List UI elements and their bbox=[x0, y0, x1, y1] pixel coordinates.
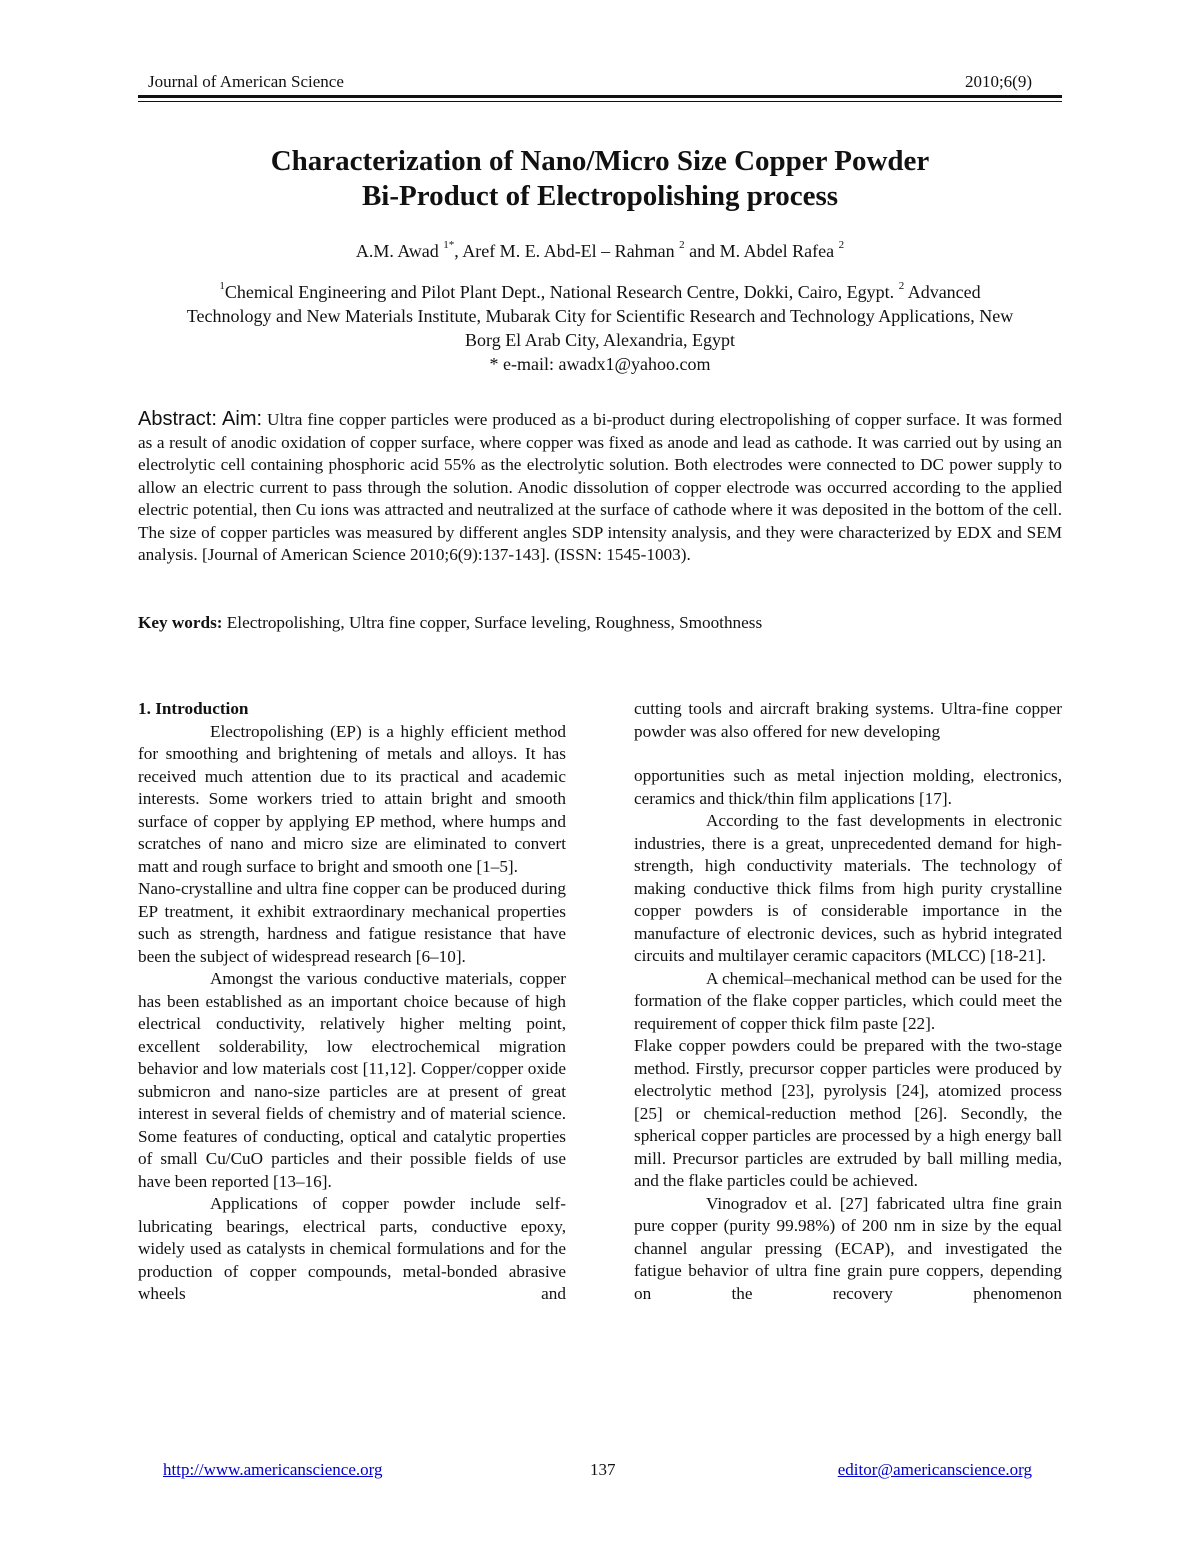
paragraph: opportunities such as metal injection molding, electronics, ceramics and thick/thin film applications [17]. bbox=[634, 766, 1062, 808]
header-rule-thin bbox=[138, 101, 1062, 102]
paragraph: Amongst the various conductive materials, copper has been established as an important choice because of high electrical conductivity, relatively higher melting point, excellent solderability, low electrochemical migration behavior and low materials cost [11,12]. Copper/copper oxide submicron and nano-size particles are at present of great interest in several fields of chemistry and of material science. Some features of conducting, optical and catalytic properties of small Cu/CuO particles and their possible fields of use have been reported [13–16]. bbox=[138, 969, 566, 1191]
journal-issue: 2010;6(9) bbox=[964, 72, 1032, 91]
section-heading-introduction: 1. Introduction bbox=[138, 699, 249, 718]
paragraph: According to the fast developments in electronic industries, there is a great, unprecedented demand for high-strength, high conductivity materials. The technology of making conductive thick films from high purity crystalline copper powders is of considerable importance in the manufacture of electronic devices, such as hybrid integrated circuits and multilayer ceramic capacitors (MLCC) [18-21]. bbox=[634, 811, 1062, 965]
running-header bbox=[138, 72, 1062, 96]
right-column-top bbox=[634, 698, 1062, 743]
journal-name: Journal of American Science bbox=[148, 72, 344, 91]
affiliations bbox=[138, 280, 1062, 376]
keywords-text: Electropolishing, Ultra fine copper, Surface leveling, Roughness, Smoothness bbox=[222, 613, 763, 632]
abstract-label: Abstract: Aim: bbox=[138, 408, 263, 430]
title-line-1: Characterization of Nano/Micro Size Copper Powder bbox=[270, 145, 930, 177]
affil-sup-2: 2 bbox=[898, 280, 905, 292]
affiliation-line-3: Borg El Arab City, Alexandria, Egypt bbox=[465, 330, 735, 350]
abstract bbox=[138, 408, 1062, 567]
corresponding-email: * e-mail: awadx1@yahoo.com bbox=[489, 354, 711, 374]
abstract-text: Ultra fine copper particles were produced as a bi-product during electropolishing of copper surface. It was formed as a result of anodic oxidation of copper surface, where copper was fixed as anode and lead as cathode. It was carried out by using an electrolytic cell containing phosphoric acid 55% as the electrolytic solution. Both electrodes were connected to DC power supply to allow an electric current to pass through the solution. Anodic dissolution of copper electrode was occurred according to the applied electric potential, then Cu ions was attracted and neutralized at the surface of cathode where it was deposited in the bottom of the cell. The size of copper particles was measured by different angles SDP intensity analysis, and they were characterized by EDX and SEM analysis. [Journal of American Science 2010;6(9):137-143]. (ISSN: 1545-1003). bbox=[138, 410, 1062, 564]
editor-email-link[interactable]: editor@americanscience.org bbox=[837, 1460, 1032, 1479]
paragraph: Flake copper powders could be prepared with the two-stage method. Firstly, precursor copper particles were produced by electrolytic method [23], pyrolysis [24], atomized process [25] or chemical-reduction method [26]. Secondly, the spherical copper particles are processed by a high energy ball mill. Precursor particles are extruded by ball milling media, and the flake particles could be achieved. bbox=[634, 1036, 1062, 1190]
paragraph: Electropolishing (EP) is a highly efficient method for smoothing and brightening of metals and alloys. It has received much attention due to its practical and academic interests. Some workers tried to attain bright and smooth surface of copper by applying EP method, where humps and scratches of nano and micro size are eliminated to convert matt and rough surface to bright and smooth one [1–5]. bbox=[138, 721, 566, 876]
author-3-sup: 2 bbox=[838, 239, 845, 251]
left-column bbox=[138, 698, 566, 1306]
paper-title bbox=[138, 144, 1062, 214]
affiliation-line-2: Technology and New Materials Institute, Mubarak City for Scientific Research and Technology Applications, New bbox=[186, 306, 1014, 326]
keywords bbox=[138, 612, 1062, 635]
title-line-2: Bi-Product of Electropolishing process bbox=[361, 180, 839, 212]
affiliation-line-1 bbox=[138, 280, 1062, 304]
keywords-label: Key words: bbox=[138, 613, 223, 632]
paragraph: A chemical–mechanical method can be used for the formation of the flake copper particles, which could meet the requirement of copper thick film paste [22]. bbox=[634, 968, 1062, 1033]
paragraph: Nano-crystalline and ultra fine copper can be produced during EP treatment, it exhibit extraordinary mechanical properties such as strength, hardness and fatigue resistance that have been the subject of widespread research [6–10]. bbox=[138, 879, 566, 966]
affil-sup-1: 1 bbox=[219, 280, 225, 292]
author-2: , Aref M. E. Abd-El – Rahman bbox=[454, 241, 680, 261]
author-list bbox=[138, 240, 1062, 262]
paragraph: Applications of copper powder include self-lubricating bearings, electrical parts, conductive epoxy, widely used as catalysts in chemical formulations and for the production of copper compounds, metal-bonded abrasive wheels and bbox=[138, 1194, 566, 1303]
page-number: 137 bbox=[590, 1460, 616, 1479]
affil-text-1: Chemical Engineering and Pilot Plant Dept., National Research Centre, Dokki, Cairo, Egypt. bbox=[224, 282, 899, 302]
right-column bbox=[634, 765, 1062, 1305]
affil-text-1-end: Advanced bbox=[904, 282, 981, 302]
page-footer bbox=[138, 1460, 1062, 1484]
author-1-sup: 1* bbox=[443, 239, 455, 251]
author-2-sup: 2 bbox=[679, 239, 685, 251]
paragraph: cutting tools and aircraft braking systems. Ultra-fine copper powder was also offered for new developing bbox=[634, 699, 1062, 741]
header-rule-thick bbox=[138, 95, 1062, 98]
author-3: and M. Abdel Rafea bbox=[684, 241, 839, 261]
paragraph: Vinogradov et al. [27] fabricated ultra fine grain pure copper (purity 99.98%) of 200 nm in size by the equal channel angular pressing (ECAP), and investigated the fatigue behavior of ultra fine grain pure coppers, depending on the recovery phenomenon bbox=[634, 1193, 1062, 1303]
author-1: A.M. Awad bbox=[355, 241, 444, 261]
journal-url-link[interactable]: http://www.americanscience.org bbox=[163, 1460, 383, 1479]
